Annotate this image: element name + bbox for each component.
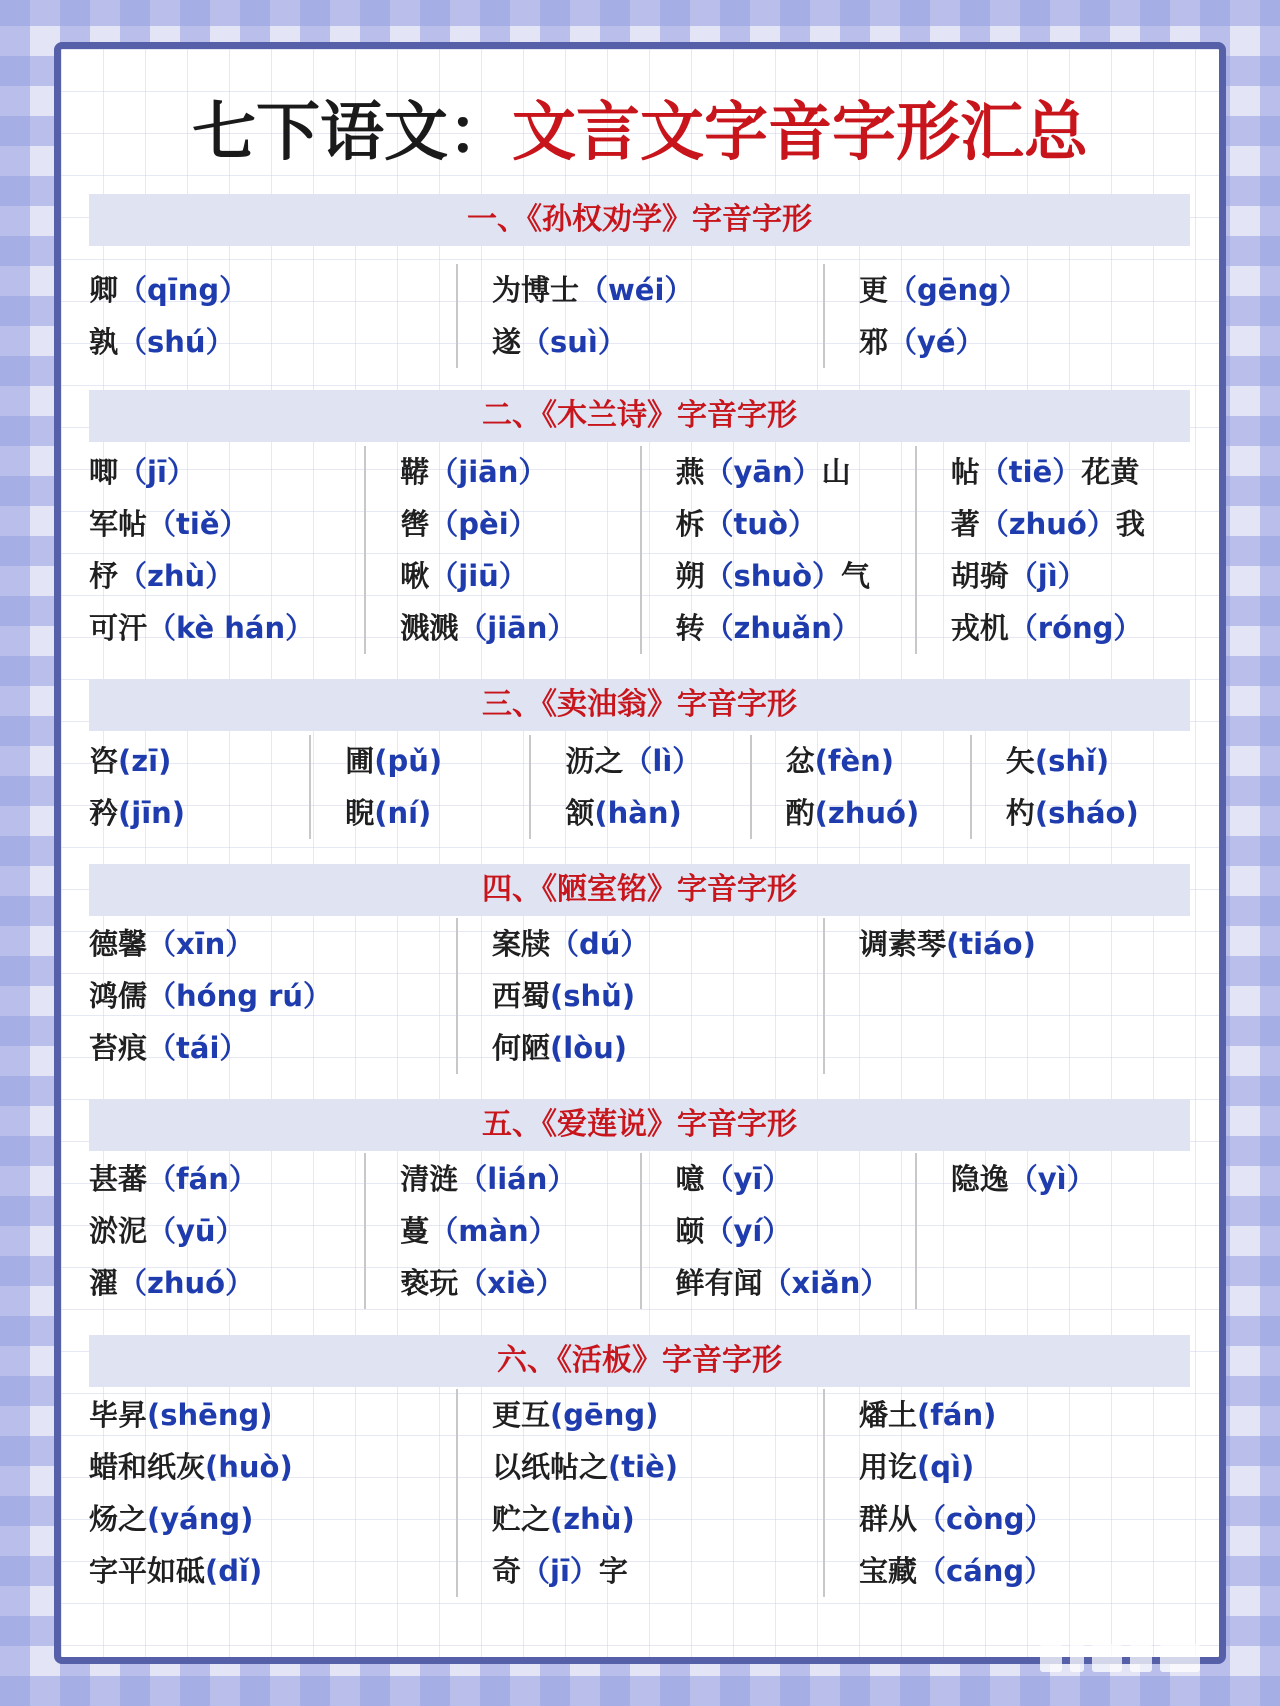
vocab-entry xyxy=(676,498,915,550)
vocab-word: 蜡和纸灰 xyxy=(89,1450,206,1484)
vocab-word: 燔土 xyxy=(859,1398,918,1432)
vocab-entry xyxy=(859,1389,1190,1441)
vocab-entry xyxy=(89,1022,456,1074)
vocab-word: 宝藏 xyxy=(859,1554,918,1588)
vocab-entry xyxy=(89,735,309,787)
vocab-pinyin: (dǐ) xyxy=(205,1554,263,1588)
section-column xyxy=(89,918,456,1074)
vocab-entry xyxy=(1006,735,1190,787)
section-column xyxy=(456,1389,823,1597)
vocab-entry xyxy=(345,787,529,839)
vocab-pinyin: (shǐ) xyxy=(1034,744,1110,778)
vocab-pinyin: (shǔ) xyxy=(550,979,636,1013)
vocab-word: 甚蕃 xyxy=(89,1162,148,1196)
vocab-word: 柝 xyxy=(675,507,705,541)
vocab-word: 啾 xyxy=(400,559,430,593)
vocab-pinyin: （yì） xyxy=(1008,1162,1096,1196)
vocab-suffix: 字 xyxy=(598,1554,628,1588)
vocab-entry xyxy=(676,1153,915,1205)
vocab-word: 卿 xyxy=(89,273,119,307)
vocab-entry xyxy=(89,1493,456,1545)
vocab-entry xyxy=(951,446,1190,498)
vocab-entry xyxy=(565,735,749,787)
vocab-entry xyxy=(786,787,970,839)
section-column xyxy=(89,264,456,368)
vocab-word: 忿 xyxy=(785,744,815,778)
vocab-entry xyxy=(859,918,1190,970)
vocab-entry xyxy=(89,550,364,602)
vocab-word: 戎机 xyxy=(950,611,1009,645)
vocab-word: 以纸帖之 xyxy=(492,1450,609,1484)
section-heading: 五、《爱莲说》字音字形 xyxy=(89,1099,1190,1151)
vocab-word: 鲜有闻 xyxy=(675,1266,763,1300)
vocab-pinyin: （xiǎn） xyxy=(762,1266,890,1300)
vocab-word: 唧 xyxy=(89,455,119,489)
vocab-word: 转 xyxy=(675,611,705,645)
vocab-entry xyxy=(951,550,1190,602)
section-column xyxy=(823,1389,1190,1597)
vocab-entry xyxy=(400,1257,639,1309)
vocab-pinyin: （jī） xyxy=(521,1554,599,1588)
vocab-word: 隐逸 xyxy=(950,1162,1009,1196)
vocab-entry xyxy=(400,1153,639,1205)
section-column xyxy=(89,1153,364,1309)
vocab-pinyin: (zī) xyxy=(118,744,172,778)
watermark-icon xyxy=(1040,1644,1220,1678)
vocab-pinyin: (fèn) xyxy=(814,744,895,778)
vocab-pinyin: （còng） xyxy=(917,1502,1054,1536)
vocab-word: 群从 xyxy=(859,1502,918,1536)
section-heading: 四、《陋室铭》字音字形 xyxy=(89,864,1190,916)
vocab-entry xyxy=(492,1022,823,1074)
vocab-entry xyxy=(565,787,749,839)
section-column xyxy=(640,1153,915,1309)
vocab-entry xyxy=(400,446,639,498)
vocab-word: 颐 xyxy=(675,1214,705,1248)
vocab-entry xyxy=(345,735,529,787)
section-heading: 二、《木兰诗》字音字形 xyxy=(89,390,1190,442)
title-prefix: 七下语文： xyxy=(192,95,512,170)
vocab-pinyin: （shú） xyxy=(118,325,235,359)
vocab-word: 燕 xyxy=(675,455,705,489)
vocab-entry xyxy=(89,446,364,498)
vocab-entry xyxy=(89,787,309,839)
section-column xyxy=(364,1153,639,1309)
vocab-pinyin: （yé） xyxy=(888,325,985,359)
vocab-entry xyxy=(951,498,1190,550)
vocab-entry xyxy=(89,1257,364,1309)
vocab-word: 著 xyxy=(950,507,980,541)
vocab-word: 邪 xyxy=(859,325,889,359)
vocab-entry xyxy=(89,1441,456,1493)
vocab-word: 溅溅 xyxy=(400,611,459,645)
vocab-pinyin: (shēng) xyxy=(147,1398,273,1432)
vocab-pinyin: （cáng） xyxy=(917,1554,1054,1588)
section-heading: 三、《卖油翁》字音字形 xyxy=(89,679,1190,731)
vocab-word: 咨 xyxy=(89,744,119,778)
vocab-pinyin: (qì) xyxy=(917,1450,975,1484)
vocab-word: 杼 xyxy=(89,559,119,593)
section-column xyxy=(456,918,823,1074)
vocab-entry xyxy=(676,1257,915,1309)
vocab-pinyin: （tái） xyxy=(147,1031,249,1065)
section-column xyxy=(970,735,1190,839)
vocab-entry xyxy=(89,918,456,970)
vocab-pinyin: (zhuó) xyxy=(814,796,920,830)
vocab-pinyin: (sháo) xyxy=(1034,796,1139,830)
vocab-word: 奇 xyxy=(492,1554,522,1588)
section-column xyxy=(823,918,1190,1074)
vocab-word: 辔 xyxy=(400,507,430,541)
section-column xyxy=(823,264,1190,368)
vocab-pinyin: (jīn) xyxy=(118,796,186,830)
vocab-pinyin: (zhù) xyxy=(550,1502,635,1536)
vocab-entry xyxy=(89,264,456,316)
vocab-word: 杓 xyxy=(1005,796,1035,830)
vocab-pinyin: （pèi） xyxy=(429,507,538,541)
vocab-suffix: 我 xyxy=(1115,507,1145,541)
vocab-word: 调素琴 xyxy=(859,927,947,961)
section-column xyxy=(89,446,364,654)
vocab-pinyin: (fán) xyxy=(917,1398,997,1432)
vocab-entry xyxy=(859,264,1190,316)
vocab-pinyin: （zhù） xyxy=(118,559,235,593)
section-column xyxy=(750,735,970,839)
vocab-word: 睨 xyxy=(345,796,375,830)
vocab-suffix: 花黄 xyxy=(1081,455,1140,489)
vocab-word: 矢 xyxy=(1005,744,1035,778)
vocab-pinyin: （dú） xyxy=(550,927,650,961)
vocab-word: 濯 xyxy=(89,1266,119,1300)
vocab-pinyin: （róng） xyxy=(1008,611,1143,645)
section-column xyxy=(364,446,639,654)
vocab-entry xyxy=(89,498,364,550)
vocab-pinyin: （lián） xyxy=(458,1162,577,1196)
vocab-word: 淤泥 xyxy=(89,1214,148,1248)
vocab-pinyin: (pǔ) xyxy=(374,744,443,778)
vocab-word: 德馨 xyxy=(89,927,148,961)
vocab-word: 军帖 xyxy=(89,507,148,541)
vocab-word: 孰 xyxy=(89,325,119,359)
vocab-entry xyxy=(400,498,639,550)
vocab-pinyin: （xiè） xyxy=(458,1266,565,1300)
vocab-suffix: 山 xyxy=(821,455,851,489)
vocab-word: 鸿儒 xyxy=(89,979,148,1013)
vocab-pinyin: （yí） xyxy=(704,1214,792,1248)
vocab-pinyin: （yī） xyxy=(704,1162,792,1196)
vocab-pinyin: （jiān） xyxy=(458,611,577,645)
vocab-pinyin: (huò) xyxy=(205,1450,293,1484)
vocab-entry xyxy=(89,1153,364,1205)
vocab-word: 颔 xyxy=(565,796,595,830)
vocab-entry xyxy=(951,602,1190,654)
section-column xyxy=(309,735,529,839)
vocab-word: 用讫 xyxy=(859,1450,918,1484)
vocab-entry xyxy=(492,316,823,368)
vocab-entry xyxy=(400,550,639,602)
vocab-pinyin: （qīng） xyxy=(118,273,249,307)
vocab-word: 字平如砥 xyxy=(89,1554,206,1588)
vocab-pinyin: （yān） xyxy=(704,455,822,489)
vocab-word: 苔痕 xyxy=(89,1031,148,1065)
vocab-entry xyxy=(676,446,915,498)
vocab-pinyin: (gēng) xyxy=(550,1398,659,1432)
vocab-pinyin: （tiě） xyxy=(147,507,249,541)
vocab-pinyin: （zhuǎn） xyxy=(704,611,861,645)
vocab-word: 鞯 xyxy=(400,455,430,489)
vocab-entry xyxy=(89,1545,456,1597)
vocab-entry xyxy=(859,316,1190,368)
vocab-pinyin: （xīn） xyxy=(147,927,255,961)
vocab-pinyin: （jī） xyxy=(118,455,196,489)
vocab-word: 圃 xyxy=(345,744,375,778)
vocab-entry xyxy=(89,1389,456,1441)
vocab-word: 亵玩 xyxy=(400,1266,459,1300)
vocab-pinyin: (hàn) xyxy=(594,796,682,830)
vocab-pinyin: （jiū） xyxy=(429,559,528,593)
vocab-word: 胡骑 xyxy=(950,559,1009,593)
vocab-entry xyxy=(492,264,823,316)
vocab-word: 噫 xyxy=(675,1162,705,1196)
vocab-word: 帖 xyxy=(950,455,980,489)
vocab-pinyin: (yáng) xyxy=(147,1502,254,1536)
vocab-pinyin: （màn） xyxy=(429,1214,558,1248)
section-column xyxy=(89,735,309,839)
vocab-word: 遂 xyxy=(492,325,522,359)
section-column xyxy=(89,1389,456,1597)
vocab-entry xyxy=(492,918,823,970)
vocab-entry xyxy=(492,970,823,1022)
title-main: 文言文字音字形汇总 xyxy=(512,95,1088,170)
vocab-entry xyxy=(676,1205,915,1257)
vocab-word: 蔓 xyxy=(400,1214,430,1248)
vocab-pinyin: （hóng rú） xyxy=(147,979,333,1013)
vocab-entry xyxy=(1006,787,1190,839)
section-column xyxy=(640,446,915,654)
section-column xyxy=(529,735,749,839)
vocab-pinyin: (tiáo) xyxy=(946,927,1036,961)
page-title xyxy=(0,88,1280,178)
vocab-entry xyxy=(676,602,915,654)
vocab-pinyin: （jiān） xyxy=(429,455,548,489)
vocab-pinyin: (tiè) xyxy=(608,1450,678,1484)
vocab-word: 更互 xyxy=(492,1398,551,1432)
vocab-pinyin: （tuò） xyxy=(704,507,817,541)
vocab-entry xyxy=(400,1205,639,1257)
vocab-entry xyxy=(859,1441,1190,1493)
vocab-entry xyxy=(89,970,456,1022)
vocab-word: 清涟 xyxy=(400,1162,459,1196)
vocab-entry xyxy=(89,1205,364,1257)
vocab-pinyin: （zhuó） xyxy=(979,507,1116,541)
vocab-pinyin: （yū） xyxy=(147,1214,245,1248)
vocab-word: 毕昇 xyxy=(89,1398,148,1432)
section-column xyxy=(456,264,823,368)
vocab-entry xyxy=(492,1493,823,1545)
vocab-entry xyxy=(859,1545,1190,1597)
vocab-pinyin: （fán） xyxy=(147,1162,258,1196)
section-column xyxy=(915,446,1190,654)
section-column xyxy=(915,1153,1190,1309)
vocab-pinyin: （wéi） xyxy=(579,273,694,307)
vocab-word: 酌 xyxy=(785,796,815,830)
vocab-word: 炀之 xyxy=(89,1502,148,1536)
vocab-pinyin: （lì） xyxy=(623,744,702,778)
vocab-word: 案牍 xyxy=(492,927,551,961)
vocab-pinyin: (ní) xyxy=(374,796,432,830)
vocab-pinyin: （shuò） xyxy=(704,559,841,593)
vocab-word: 西蜀 xyxy=(492,979,551,1013)
vocab-word: 朔 xyxy=(675,559,705,593)
vocab-entry xyxy=(786,735,970,787)
vocab-word: 贮之 xyxy=(492,1502,551,1536)
vocab-entry xyxy=(492,1389,823,1441)
vocab-entry xyxy=(859,1493,1190,1545)
vocab-entry xyxy=(492,1441,823,1493)
vocab-entry xyxy=(400,602,639,654)
vocab-entry xyxy=(492,1545,823,1597)
vocab-pinyin: （kè hán） xyxy=(147,611,315,645)
vocab-entry xyxy=(676,550,915,602)
vocab-entry xyxy=(89,316,456,368)
vocab-pinyin: (lòu) xyxy=(550,1031,628,1065)
vocab-pinyin: （suì） xyxy=(521,325,627,359)
vocab-word: 矜 xyxy=(89,796,119,830)
vocab-entry xyxy=(951,1153,1190,1205)
vocab-entry xyxy=(89,602,364,654)
vocab-word: 更 xyxy=(859,273,889,307)
vocab-pinyin: （tiē） xyxy=(979,455,1082,489)
section-heading: 一、《孙权劝学》字音字形 xyxy=(89,194,1190,246)
section-heading: 六、《活板》字音字形 xyxy=(89,1335,1190,1387)
vocab-pinyin: （zhuó） xyxy=(118,1266,255,1300)
vocab-pinyin: （jì） xyxy=(1008,559,1087,593)
vocab-pinyin: （gēng） xyxy=(888,273,1028,307)
vocab-word: 可汗 xyxy=(89,611,148,645)
vocab-word: 沥之 xyxy=(565,744,624,778)
vocab-suffix: 气 xyxy=(841,559,871,593)
vocab-word: 为博士 xyxy=(492,273,580,307)
vocab-word: 何陋 xyxy=(492,1031,551,1065)
